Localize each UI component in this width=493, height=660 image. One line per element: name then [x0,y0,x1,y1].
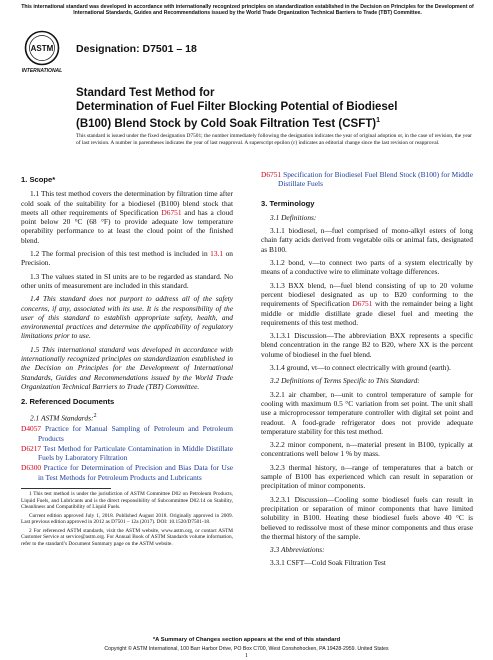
specific-definitions-subheading: 3.2 Definitions of Terms Specific to This Standard: [270,376,420,386]
definition-3-1-2: 3.1.2 bond, v—to connect two parts of a system electrically by means of a conductive wire to eliminate voltage differences. [261,258,473,277]
standard-designation-note: This standard is issued under the fixed designation D7501; the number immediately following the designation indicates the year of original adoption or, in the case of revision, the year of last revision. A number in parentheses indicates the year of last reapproval. A superscript epsilon (ε) indicates an editorial change since the last revision or reapproval. [76,133,472,146]
reference-item[interactable] [261,170,473,189]
reference-item[interactable] [21,444,233,463]
section-heading-terminology: 3. Terminology [261,198,315,208]
definitions-subheading: 3.1 Definitions: [270,212,317,222]
title-line-3 [76,114,456,131]
logo-text-astm: ASTM [30,44,54,53]
reference-code[interactable]: D6300 [21,463,42,473]
paragraph-1-4: 1.4 This standard does not purport to address all of the safety concerns, if any, associated with its use. It is the responsibility of the user of this standard to establish appropriate safety, health, and environmental practices and determine the applicability of regulatory limitations prior to use. [21,294,233,341]
footnote-2: 2 For referenced ASTM standards, visit the ASTM website, www.astm.org, or contact ASTM Customer Service at service@astm.org. For Annual Book of ASTM Standards volume information, refer to the standard’s Document Summary page on the ASTM website. [21,527,233,547]
footnote-1-edition: Current edition approved July 1, 2018. Published August 2018. Originally approved in 2009. Last previous edition approved in 2012 as D7501 – 12a (2017). DOI: 10.1520/D7501-18. [21,512,233,525]
page-number: 1 [245,653,248,659]
definition-3-1-1: 3.1.1 biodiesel, n—fuel comprised of mono-alkyl esters of long chain fatty acids derived from vegetable oils or animal fats, designated as B100. [261,226,473,254]
paragraph-1-1 [21,189,233,245]
definition-3-1-3 [261,281,473,327]
logo-text-international: INTERNATIONAL [22,68,62,74]
reference-code[interactable]: D6217 [21,443,42,453]
reference-title[interactable]: Specification for Biodiesel Fuel Blend Stock (B100) for Middle Distillate Fuels [278,170,473,189]
summary-of-changes-note: *A Summary of Changes section appears at the end of this standard [152,637,341,643]
definition-3-1-4: 3.1.4 ground, vt—to connect electrically with ground (earth). [270,363,451,373]
footnote-1: 1 This test method is under the jurisdiction of ASTM Committee D02 on Petroleum Products, Liquid Fuels, and Lubricants and is the direct responsibility of Subcommittee D02.14 on Stability, Cleanliness and Compatibility of Liquid Fuels. [21,491,233,510]
footnote-marker: 2 [93,412,97,419]
link-d6751[interactable]: D6751 [161,207,182,217]
definition-3-2-1: 3.2.1 air chamber, n—unit to control temperature of sample for cooling with maximum 0.5 °C variation from set point. The unit shall use a microprocessor temperature controller with digital set point and readout. A food-grade refrigerator does not provide adequate temperature stability for this test method. [261,389,473,436]
reference-title[interactable]: Practice for Manual Sampling of Petroleum and Petroleum Products [38,424,233,443]
title-line-2: Determination of Fuel Filter Blocking Potential of Biodiesel [76,100,398,113]
subheading-text: 2.1 ASTM Standards: [30,413,94,422]
paragraph-1-2 [21,249,233,268]
designation: Designation: D7501 – 18 [76,43,197,55]
paragraph-1-3: 1.3 The values stated in SI units are to be regarded as standard. No other units of measurement are included in this standard. [21,271,233,290]
reference-code[interactable]: D4057 [21,424,42,434]
abbreviations-subheading: 3.3 Abbreviations: [270,545,325,555]
right-column [261,170,473,572]
paragraph-text: on Precision. [21,249,233,268]
footnotes [21,491,233,549]
link-d6751[interactable]: D6751 [352,299,373,309]
reference-item[interactable] [21,463,233,482]
definition-3-2-2: 3.2.2 minor component, n—material present in B100, typically at concentrations well below 1 % by mass. [261,440,473,459]
copyright-line: Copyright © ASTM International, 100 Barr Harbor Drive, PO Box C700, West Conshohocken, PA 19428-2959. United States [104,646,389,652]
title-line-1: Standard Test Method for [76,87,215,99]
section-heading-referenced-documents: 2. Referenced Documents [21,397,115,407]
reference-code[interactable]: D6751 [261,170,282,179]
abbreviation-3-3-1: 3.3.1 CSFT—Cold Soak Filtration Test [270,558,386,568]
document-title [76,87,456,131]
left-column [21,170,233,483]
astm-standards-subheading [21,412,233,423]
section-heading-scope: 1. Scope* [21,175,56,184]
astm-logo [22,30,62,74]
paragraph-text: 1.1 This test method covers the determination by filtration time after cold soak of the suitability for a biodiesel (B100) blend stock that meets all other requirements of Specification [21,189,233,217]
paragraph-text: with the remainder being a light middle or middle distillate grade diesel fuel and meeting the requirements of this test method. [261,299,473,327]
paragraph-1-5: 1.5 This international standard was developed in accordance with internationally recognized principles on standardization established in the Decision on Principles for the Development of International Standards, Guides and Recommendations issued by the World Trade Organization Technical Barriers to Trade (TBT) Committee. [21,344,233,391]
reference-title[interactable]: Practice for Determination of Precision and Bias Data for Use in Test Methods for Petroleum Products and Lubricants [38,463,233,482]
footnote-divider [21,488,111,489]
paragraph-text: 3.1.3 BXX blend, n—fuel blend consisting of up to 20 volume percent biodiesel designated as up to B20 conforming to the requirements of Specification [261,280,473,309]
definition-3-2-3: 3.2.3 thermal history, n—range of temperatures that a batch or sample of B100 has experienced which can result in separation or precipitation of minor components. [261,462,473,491]
discussion-3-1-3-1: 3.1.3.1 Discussion—The abbreviation BXX represents a specific blend concentration in the range B2 to B20, where XX is the percent volume of biodiesel in the fuel blend. [261,331,473,359]
paragraph-text: and has a cloud point below 20 °C (68 °F) to provide adequate low temperature operability performance to at least the cloud point of the finished blend. [21,207,233,245]
link-13-1[interactable]: 13.1 [210,249,224,259]
title-footnote-marker: 1 [376,117,381,124]
reference-item[interactable] [21,424,233,443]
paragraph-text: 1.2 The formal precision of this test method is included in [30,249,211,259]
international-standard-notice: This international standard was developed in accordance with internationally recognized principles on standardization established in the Decision on Principles for the Development of International Standards, Guides and Recommendations issued by the World Trade Organization Technical Barriers to Trade (TBT) Committee. [21,4,474,17]
reference-title[interactable]: Test Method for Particulate Contamination in Middle Distillate Fuels by Laboratory Filtration [38,443,233,463]
discussion-3-2-3-1: 3.2.3.1 Discussion—Cooling some biodiesel fuels can result in precipitation or separation of minor components that have limited solubility in B100. Heating these biodiesel fuels above 40 °C is believed to redissolve most of these minor components and thus erase the thermal history of the sample. [261,494,473,541]
title-line-3-text: (B100) Blend Stock by Cold Soak Filtration Test (CSFT) [76,117,377,130]
